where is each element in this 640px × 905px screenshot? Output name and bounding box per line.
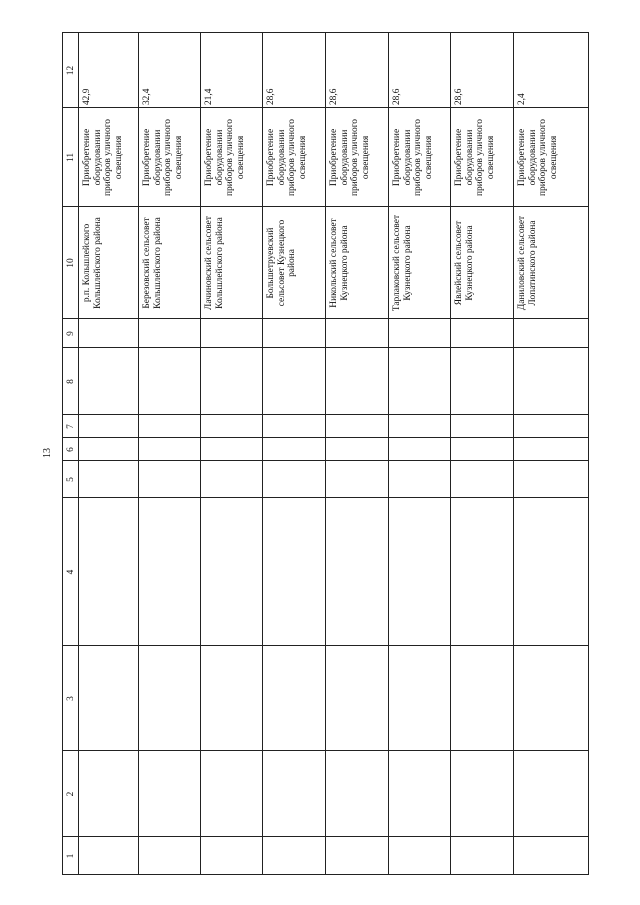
row-purpose: Приобретение оборудовании приборов уличного освещения — [82, 119, 124, 197]
column-number-2: 2 — [66, 791, 76, 797]
row-purpose: Приобретение оборудовании приборов уличного освещения — [142, 119, 184, 197]
table-border-right — [588, 32, 589, 875]
row-purpose: Приобретение оборудовании приборов уличного освещения — [392, 119, 434, 197]
row-amount-cell — [139, 33, 200, 107]
row-recipient-cell — [451, 207, 513, 318]
row-recipient: Большетруевский сельсовет Кузнецкого района — [266, 219, 298, 307]
column-number-8-cell — [63, 348, 78, 414]
row-amount-cell — [389, 33, 450, 107]
column-number-7: 7 — [66, 424, 76, 429]
column-number-2-cell — [63, 751, 78, 836]
row-recipient-cell — [263, 207, 325, 318]
column-number-7-cell — [63, 415, 78, 437]
column-number-12-cell — [63, 33, 78, 107]
row-recipient-cell — [514, 207, 588, 318]
row-recipient: Явлейский сельсовет Кузнецкого района — [454, 220, 475, 306]
row-amount: 32,4 — [142, 88, 152, 105]
row-amount: 2,4 — [517, 93, 527, 105]
row-purpose-cell — [79, 108, 138, 206]
row-purpose: Приобретение оборудовании приборов уличного освещения — [329, 119, 371, 197]
row-amount: 28,6 — [329, 88, 339, 105]
column-number-9-cell — [63, 319, 78, 347]
row-amount-cell — [79, 33, 138, 107]
row-purpose: Приобретение оборудовании приборов уличного освещения — [454, 119, 496, 197]
row-recipient: Даниловский сельсовет Лопатинского района — [517, 215, 538, 311]
column-number-8: 8 — [66, 379, 76, 384]
row-purpose-cell — [326, 108, 388, 206]
row-purpose-cell — [389, 108, 450, 206]
column-divider — [62, 437, 589, 438]
row-amount-cell — [326, 33, 388, 107]
row-recipient-cell — [201, 207, 262, 318]
column-divider — [62, 497, 589, 498]
column-number-5: 5 — [66, 477, 76, 482]
row-recipient-cell — [79, 207, 138, 318]
row-amount-cell — [263, 33, 325, 107]
column-divider — [62, 318, 589, 319]
row-amount: 21,4 — [204, 88, 214, 105]
row-amount: 28,6 — [454, 88, 464, 105]
row-recipient: р.п. Кольшлейского Кольшлейского района — [82, 217, 103, 309]
row-recipient: Березовский сельсовет Кольшлейского района — [142, 217, 163, 309]
row-amount: 28,6 — [392, 88, 402, 105]
column-number-10-cell — [63, 207, 78, 318]
row-recipient: Тарлаковский сельсовет Кузнецкого района — [392, 214, 413, 312]
row-purpose-cell — [451, 108, 513, 206]
column-number-9: 9 — [66, 331, 76, 336]
table-border — [62, 874, 589, 875]
row-amount-cell — [201, 33, 262, 107]
row-amount-cell — [514, 33, 588, 107]
column-divider — [62, 347, 589, 348]
row-purpose-cell — [201, 108, 262, 206]
column-number-3-cell — [63, 646, 78, 750]
column-number-1-cell — [63, 837, 78, 874]
column-number-10: 10 — [66, 258, 76, 268]
column-number-11: 11 — [66, 152, 76, 163]
column-divider — [62, 460, 589, 461]
row-amount: 28,6 — [266, 88, 276, 105]
row-recipient: Лачиновский сельсовет Кольшлейского района — [204, 216, 225, 310]
row-purpose: Приобретение оборудовании приборов уличного освещения — [517, 119, 559, 197]
row-purpose: Приобретение оборудовании приборов уличного освещения — [204, 119, 246, 197]
row-recipient-cell — [139, 207, 200, 318]
row-purpose-cell — [263, 108, 325, 206]
column-divider — [62, 645, 589, 646]
row-purpose-cell — [514, 108, 588, 206]
column-number-4-cell — [63, 498, 78, 645]
row-amount-cell — [451, 33, 513, 107]
column-number-6-cell — [63, 438, 78, 460]
column-number-6: 6 — [66, 447, 76, 452]
column-number-4: 4 — [66, 569, 76, 575]
row-recipient: Никольский сельсовет Кузнецкого района — [329, 218, 350, 308]
column-divider — [62, 750, 589, 751]
row-recipient-cell — [389, 207, 450, 318]
column-divider — [62, 414, 589, 415]
column-number-3: 3 — [66, 696, 76, 701]
row-recipient-cell — [326, 207, 388, 318]
column-number-1: 1 — [66, 853, 76, 859]
column-number-12: 12 — [66, 65, 76, 76]
page-number: 13 — [42, 448, 53, 458]
row-purpose-cell — [139, 108, 200, 206]
row-amount: 42,9 — [82, 88, 92, 105]
column-number-5-cell — [63, 461, 78, 497]
column-divider — [62, 836, 589, 837]
row-purpose: Приобретение оборудовании приборов уличного освещения — [266, 119, 308, 197]
column-number-11-cell — [63, 108, 78, 206]
